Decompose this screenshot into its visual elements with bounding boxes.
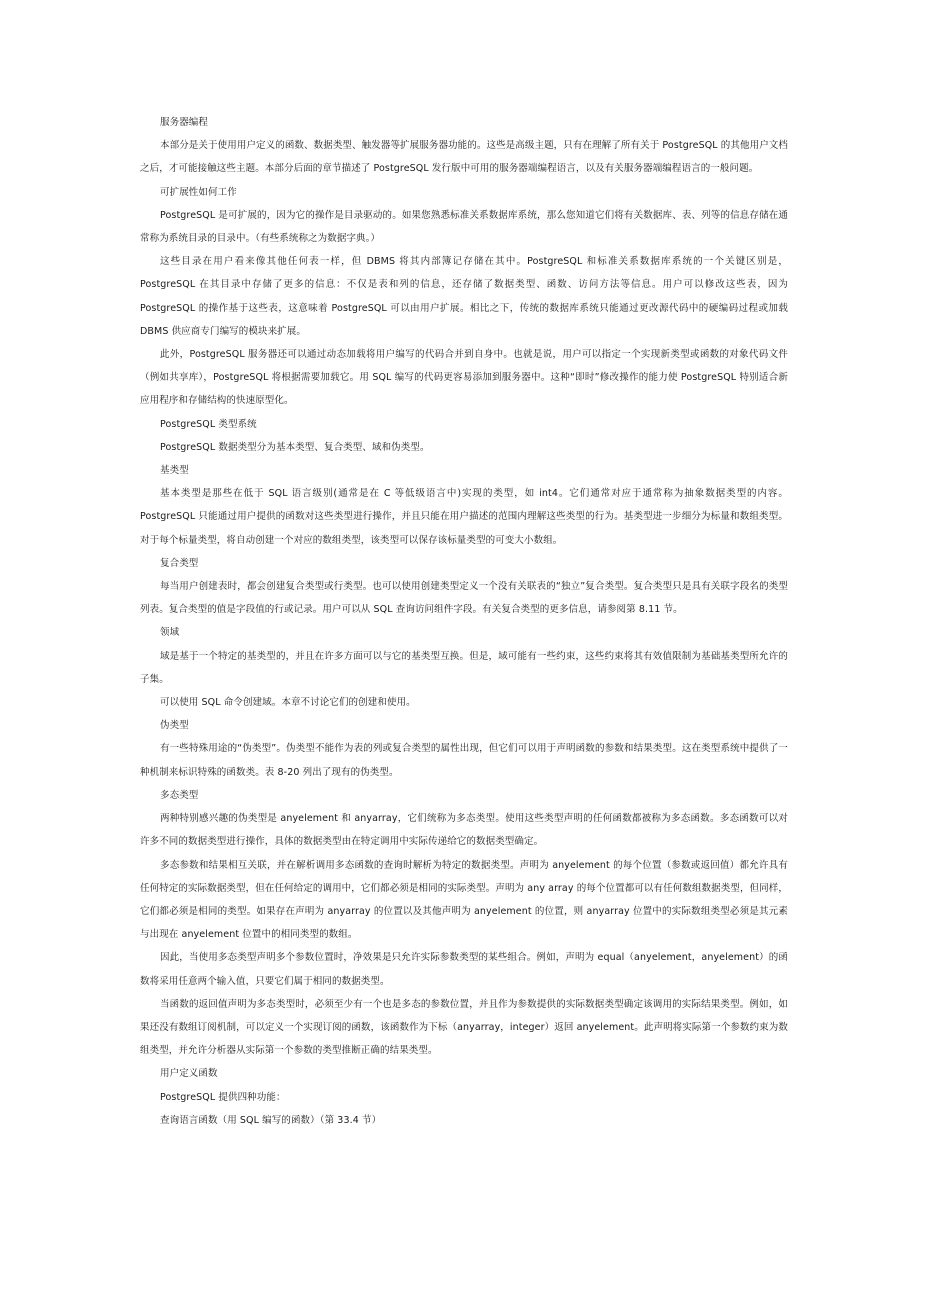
paragraph-intro: 本部分是关于使用用户定义的函数、数据类型、触发器等扩展服务器功能的。这些是高级主题，只有在理解了所有关于 PostgreSQL 的其他用户文档之后，才可能接触这些主题。本部分后面的章节描述了 PostgreSQL 发行版中可用的服务器端编程语言，以及有关服务器端编程语言的一般问题。 — [140, 140, 788, 175]
paragraph-composite-types: 每当用户创建表时，都会创建复合类型或行类型。也可以使用创建类型定义一个没有关联表的“独立”复合类型。复合类型只是具有关联字段名的类型列表。复合类型的值是字段值的行或记录。用户可以从 SQL 查询访问组件字段。有关复合类型的更多信息，请参阅第 8.11 节。 — [140, 581, 788, 616]
paragraph-catalogs: 这些目录在用户看来像其他任何表一样，但 DBMS 将其内部簿记存储在其中。PostgreSQL 和标准关系数据库系统的一个关键区别是，PostgreSQL 在其目录中存储了更多的信息：不仅是表和列的信息，还存储了数据类型、函数、访问方法等信息。用户可以修改这些表，因为 PostgreSQL 的操作基于这些表，这意味着 PostgreSQL 可以由用户扩展。相比之下，传统的数据库系统只能通过更改源代码中的硬编码过程或加载 DBMS 供应商专门编写的模块来扩展。 — [140, 256, 788, 337]
document-page — [140, 111, 788, 1132]
paragraph-base-types: 基本类型是那些在低于 SQL 语言级别(通常是在 C 等低级语言中)实现的类型，如 int4。它们通常对应于通常称为抽象数据类型的内容。PostgreSQL 只能通过用户提供的函数对这些类型进行操作，并且只能在用户描述的范围内理解这些类型的行为。基类型进一步细分为标量和数组类型。对于每个标量类型，将自动创建一个对应的数组类型，该类型可以保存该标量类型的可变大小数组。 — [140, 488, 788, 546]
paragraph-catalog-driven: PostgreSQL 是可扩展的，因为它的操作是目录驱动的。如果您熟悉标准关系数据库系统，那么您知道它们将有关数据库、表、列等的信息存储在通常称为系统目录的目录中。（有些系统称之为数据字典。） — [140, 209, 788, 245]
heading-user-defined-functions: 用户定义函数 — [160, 1068, 218, 1080]
heading-composite-types: 复合类型 — [160, 557, 199, 569]
paragraph-polymorphic-types: 两种特别感兴趣的伪类型是 anyelement 和 anyarray，它们统称为多态类型。使用这些类型声明的任何函数都被称为多态函数。多态函数可以对许多不同的数据类型进行操作，具体的数据类型由在特定调用中实际传递给它的数据类型确定。 — [140, 813, 788, 848]
paragraph-domains-sql: 可以使用 SQL 命令创建域。本章不讨论它们的创建和使用。 — [160, 697, 416, 709]
paragraph-polymorphic-resolution: 多态参数和结果相互关联，并在解析调用多态函数的查询时解析为特定的数据类型。声明为 anyelement 的每个位置（参数或返回值）都允许具有任何特定的实际数据类型，但在任何给定的调用中，它们都必须是相同的实际类型。声明为 any array 的每个位置都可以有任何数组数据类型，但同样，它们都必须是相同的类型。如果存在声明为 anyarray 的位置以及其他声明为 anyelement 的位置，则 anyarray 位置中的实际数组类型必须是其元素与出现在 anyelement 位置中的相同类型的数组。 — [140, 859, 788, 941]
heading-type-system: PostgreSQL 类型系统 — [160, 418, 257, 430]
paragraph-pseudo-types: 有一些特殊用途的“伪类型”。伪类型不能作为表的列或复合类型的属性出现，但它们可以用于声明函数的参数和结果类型。这在类型系统中提供了一种机制来标识特殊的函数类。表 8-20 列出了现有的伪类型。 — [140, 743, 788, 778]
heading-extensibility: 可扩展性如何工作 — [160, 186, 237, 198]
paragraph-domains: 域是基于一个特定的基类型的，并且在许多方面可以与它的基类型互换。但是，域可能有一些约束，这些约束将其有效值限制为基础基类型所允许的子集。 — [140, 650, 788, 685]
heading-server-programming: 服务器编程 — [160, 117, 209, 128]
paragraph-type-categories: PostgreSQL 数据类型分为基本类型、复合类型、域和伪类型。 — [160, 441, 430, 453]
paragraph-function-kinds: PostgreSQL 提供四种功能： — [160, 1091, 286, 1103]
heading-polymorphic-types: 多态类型 — [160, 789, 199, 801]
paragraph-dynamic-loading: 此外，PostgreSQL 服务器还可以通过动态加载将用户编写的代码合并到自身中。也就是说，用户可以指定一个实现新类型或函数的对象代码文件（例如共享库），PostgreSQL 将根据需要加载它。用 SQL 编写的代码更容易添加到服务器中。这种“即时”修改操作的能力使 PostgreSQL 特别适合新应用程序和存储结构的快速原型化。 — [140, 349, 788, 407]
paragraph-polymorphic-return: 当函数的返回值声明为多态类型时，必须至少有一个也是多态的参数位置，并且作为参数提供的实际数据类型确定该调用的实际结果类型。例如，如果还没有数组订阅机制，可以定义一个实现订阅的函数，该函数作为下标（anyarray，integer）返回 anyelement。此声明将实际第一个参数约束为数组类型，并允许分析器从实际第一个参数的类型推断正确的结果类型。 — [140, 998, 788, 1057]
paragraph-query-language-functions: 查询语言函数（用 SQL 编写的函数）（第 33.4 节） — [160, 1114, 382, 1126]
heading-base-types: 基类型 — [160, 465, 189, 477]
heading-pseudo-types: 伪类型 — [160, 720, 189, 732]
paragraph-polymorphic-combinations: 因此，当使用多态类型声明多个参数位置时，净效果是只允许实际参数类型的某些组合。例如，声明为 equal（anyelement，anyelement）的函数将采用任意两个输入值，只要它们属于相同的数据类型。 — [140, 952, 788, 987]
heading-domains: 领域 — [160, 627, 180, 639]
